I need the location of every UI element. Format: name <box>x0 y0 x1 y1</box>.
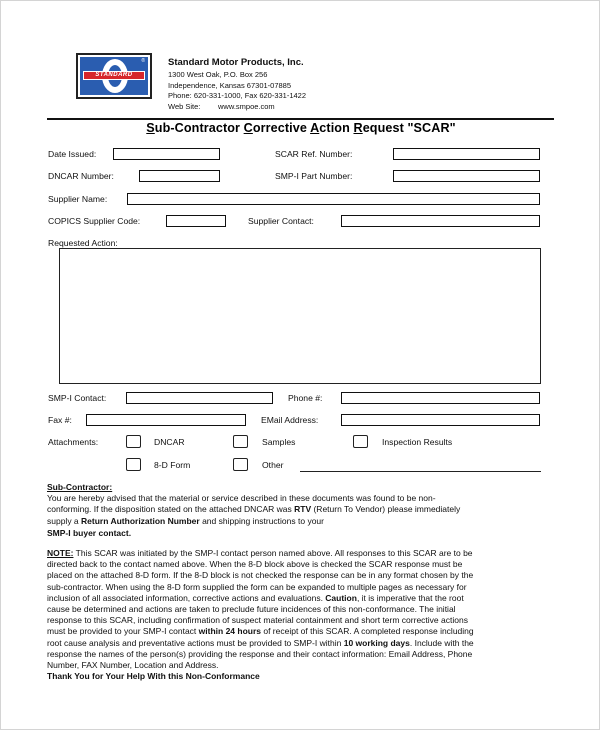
other-option-label: Other <box>262 460 284 470</box>
copics-supplier-code-field[interactable] <box>166 215 226 227</box>
dncar-number-field[interactable] <box>139 170 220 182</box>
phone-field[interactable] <box>341 392 540 404</box>
inspection-results-option-label: Inspection Results <box>382 437 453 447</box>
copics-supplier-code-label: COPICS Supplier Code: <box>48 216 141 226</box>
company-address-2: Independence, Kansas 67301-07885 <box>168 80 292 90</box>
email-field[interactable] <box>341 414 540 426</box>
note-heading: NOTE: <box>47 548 74 558</box>
subcontractor-buyer-contact: SMP-I buyer contact. <box>47 527 132 538</box>
8d-form-checkbox[interactable] <box>126 458 141 471</box>
smpi-part-number-label: SMP-I Part Number: <box>275 171 353 181</box>
scar-ref-number-field[interactable] <box>393 148 540 160</box>
fax-field[interactable] <box>86 414 246 426</box>
smpi-contact-label: SMP-I Contact: <box>48 393 107 403</box>
header-divider <box>47 118 554 120</box>
phone-label: Phone #: <box>288 393 323 403</box>
logo-text: STANDARD <box>83 71 145 80</box>
email-label: EMail Address: <box>261 415 319 425</box>
8d-form-option-label: 8-D Form <box>154 460 191 470</box>
subcontractor-notice: Sub-Contractor: You are hereby advised that the material or service described in these documents was found to be non-conforming. If the disposition stated on the attached DNCAR was RTV (Return To Vendor) please immediately supply a Return Authorization Number and shipping instructions to your SMP-I buyer contact. <box>47 482 477 539</box>
samples-option-label: Samples <box>262 437 296 447</box>
company-name: Standard Motor Products, Inc. <box>168 57 304 68</box>
page-title: Sub-Contractor Corrective Action Request "SCAR" <box>146 121 456 135</box>
subcontractor-heading: Sub-Contractor: <box>47 482 113 492</box>
closing-thanks: Thank You for Your Help With this Non-Conformance <box>47 671 260 682</box>
company-info <box>168 57 306 112</box>
supplier-contact-label: Supplier Contact: <box>248 216 314 226</box>
fax-label: Fax #: <box>48 415 72 425</box>
inspection-results-checkbox[interactable] <box>353 435 368 448</box>
smpi-contact-field[interactable] <box>126 392 273 404</box>
supplier-contact-field[interactable] <box>341 215 540 227</box>
other-checkbox[interactable] <box>233 458 248 471</box>
web-site-label: Web Site: <box>168 101 201 111</box>
web-site-link[interactable]: www.smpoe.com <box>218 101 275 111</box>
date-issued-field[interactable] <box>113 148 220 160</box>
company-phone-fax: Phone: 620-331-1000, Fax 620-331-1422 <box>168 91 307 101</box>
dncar-checkbox[interactable] <box>126 435 141 448</box>
samples-checkbox[interactable] <box>233 435 248 448</box>
supplier-name-label: Supplier Name: <box>48 194 108 204</box>
other-text-line[interactable] <box>300 471 541 472</box>
note-paragraph: NOTE: This SCAR was initiated by the SMP-I contact person named above. All responses to this SCAR are to be directed back to the contact named above. When the 8-D block above is checked the SCAR response must be placed on the attached 8-D form. If the 8-D block is not checked the response can be in any format chosen by the sub-contractor. When using the 8-D form supplied the form can be expanded to multiple pages as necessary for inclusion of all associated information, corrective actions and evaluations. Caution, it is imperative that the root cause be determined and actions are taken to preclude future incidences of this non-conformance. The initial response to this SCAR, including confirmation of suspect material containment and short term corrective actions must be provided to your SMP-I contact within 24 hours of receipt of this SCAR. A completed response including root cause analysis and preventative actions must be provided to SMP-I within 10 working days. Include with the response the names of the person(s) providing the response and their contact information: Email Address, Phone Number, FAX Number, Location and Address. Thank You for Your Help With this Non-Conformance <box>47 548 477 682</box>
attachments-label: Attachments: <box>48 437 99 447</box>
dncar-number-label: DNCAR Number: <box>48 171 114 181</box>
requested-action-label: Requested Action: <box>48 238 118 248</box>
scar-ref-number-label: SCAR Ref. Number: <box>275 149 353 159</box>
date-issued-label: Date Issued: <box>48 149 97 159</box>
requested-action-textarea[interactable] <box>59 248 541 384</box>
standard-logo-icon: STANDARD ® <box>76 53 152 99</box>
smpi-part-number-field[interactable] <box>393 170 540 182</box>
dncar-option-label: DNCAR <box>154 437 185 447</box>
supplier-name-field[interactable] <box>127 193 540 205</box>
company-address-1: 1300 West Oak, P.O. Box 256 <box>168 70 268 79</box>
